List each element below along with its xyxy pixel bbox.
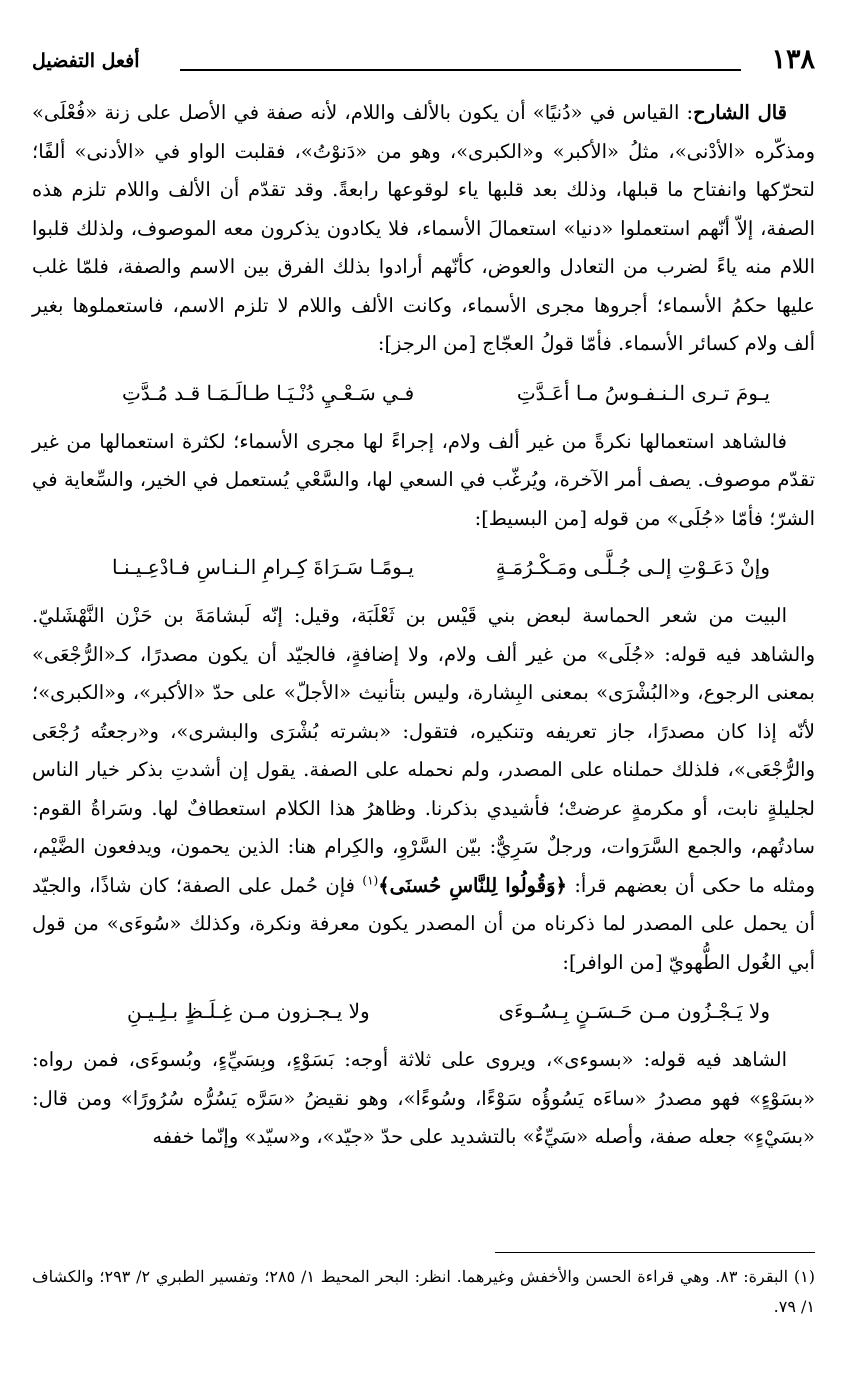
running-title: أفعل التفضيل bbox=[32, 50, 140, 72]
main-text bbox=[32, 94, 815, 1157]
commentator-label: قال الشارح bbox=[693, 101, 787, 124]
verse-3-first-hemistich: ولا يَـجْـزُون مـن حَـسَـنٍ بِـسُـوءَى bbox=[498, 999, 770, 1023]
verse-1-second-hemistich: فـي سَـعْـيِ دُنْـيَـا طـالَـمَـا قـد مُـدَّتِ bbox=[122, 380, 415, 405]
paragraph-2: فالشاهد استعمالها نكرةً من غير ألف ولام، إجراءً لها مجرى الأسماء؛ لكثرة استعمالها من غير تقدّم موصوف. يصف أمر الآخرة، ويُرغّب في السعي لها، والسَّعْي يُستعمل في الخير، والسِّعاية في الشرّ؛ فأمّا «جُلَى» من قوله [من البسيط]: bbox=[32, 429, 815, 530]
verse-hamasa bbox=[32, 538, 815, 597]
page-header bbox=[32, 44, 815, 84]
footnote-separator bbox=[495, 1252, 815, 1253]
paragraph-4: الشاهد فيه قوله: «بسوءى»، ويروى على ثلاثة أوجه: بَسَوْءٍ، وبِسَيِّءٍ، وبُسوءَى، فمن رواه: «بسَوْءٍ» فهو مصدرُ «ساءَه يَسُوؤُه سَوْءًا، وسُوءًا»، وهو نقيضُ «سَرَّه يَسُرُّه سُرُورًا» ومن قال: «بسَيْءٍ» جعله صفة، وأصله «سَيِّءٌ» بالتشديد على حدّ «جيّد»، و«سيّد» وإنّما خففه bbox=[32, 1048, 815, 1148]
paragraph-3-text-continued: فإن حُمل على الصفة؛ كان شاذًا، والجيّد أن يحمل على المصدر لما ذكرناه من أن المصدر يكون معرفة ونكرة، وكذلك «سُوءَى» من قول أبي الغُول الطُّهويّ [من الوافر]: bbox=[32, 873, 815, 974]
verse-2-first-hemistich: وإنْ دَعَـوْتِ إلـى جُـلَّـى ومَـكْـرُمَـةٍ bbox=[495, 555, 770, 579]
verse-2-second-hemistich: يـومًـا سَـرَاةَ كِـرامِ الـنـاسِ فـادْعِـيـنـا bbox=[112, 555, 414, 579]
verse-1-first-hemistich: يـومَ تـرى الـنـفـوسُ مـا أعَـدَّتِ bbox=[516, 380, 770, 405]
footnotes bbox=[32, 1262, 815, 1322]
footnote-reference[interactable]: (١) bbox=[362, 873, 379, 887]
page-number: ١٣٨ bbox=[771, 44, 815, 75]
paragraph-3-text: البيت من شعر الحماسة لبعض بني قَيْس بن ثَعْلَبَة، وقيل: إنّه لَبشامَةَ بن حَزْن النَّهْشَليّ. والشاهد فيه قوله: «جُلَى» من غير ألف ولام، ولا إضافةٍ، فالجيّد أن يكون مصدرًا، كـ«الرُّجْعَى» بمعنى الرجوع، و«البُشْرَى» بمعنى البِشارة، وليس بتأنيث «الأجلّ» على حدّ «الأكبر»، و«الكبرى»؛ لأنّه إذا كان مصدرًا، جاز تعريفه وتنكيره، فتقول: «بشرته بُشْرَى والبشرى»، و«رجعتُه رُجْعَى والرُّجْعَى»، فلذلك حملناه على المصدر، ولم نحمله على الصفة. يقول إن أشدتِ بذكر خيار الناس لجليلةٍ نابت، أو مكرمةٍ عرضتْ؛ فأشيدي بذكرنا. وظاهرُ هذا الكلام استعطافٌ لها. وسَراةُ القوم: سادتُهم، والجمع السَّرَوات، ورجلٌ سَرِيٌّ: بيّن السَّرْوِ، والكِرام هنا: الذين يحمون، ويدفعون الضَّيْم، ومثله ما حكى أن بعضهم قرأ: bbox=[32, 604, 816, 897]
quran-quote: ﴿وَقُولُوا لِلنَّاسِ حُسنَى﴾ bbox=[378, 873, 567, 897]
paragraph-1-text: : القياس في «دُنيًا» أن يكون بالألف واللام، لأنه صفة في الأصل على زنة «فُعْلَى» ومذكّره «الأدْنى»، مثلُ «الأكبر» و«الكبرى»، وهو من «دَنوْتُ»، فقلبت الواو في «الأدنى» ألفًا؛ لتحرّكها وانفتاح ما قبلها، وذلك بعد قلبها ياء لوقوعها رابعةً. وقد تقدّم أن الألف واللام تلزم هذه الصفة، إلاّ أنّهم استعملوا «دنيا» استعمالَ الأسماء، فلا يكادون يذكرون معه الموصوف، ولذلك قلبوا اللام منه ياءً لضرب من التعادل والعوض، كأنّهم أرادوا بذلك الفرق بين الاسم والصفة، فلمّا غلب عليها حكمُ الأسماء؛ أجروها مجرى الأسماء، وكانت الألف واللام لا تلزم الاسم، فاستعملوها بغير ألف ولام كسائر الأسماء. فأمّا قولُ العجّاج [من الرجز]: bbox=[32, 101, 815, 355]
paragraph-1 bbox=[32, 94, 815, 364]
header-rule bbox=[180, 69, 741, 71]
verse-3-second-hemistich: ولا يـجـزون مـن غِـلَـظٍ بـلِـيـنِ bbox=[127, 999, 370, 1023]
paragraph-3 bbox=[32, 597, 815, 982]
verse-ajjaj bbox=[32, 364, 815, 423]
verse-abu-al-ghul bbox=[32, 982, 815, 1041]
footnote-1: (١) البقرة: ٨٣. وهي قراءة الحسن والأخفش وغيرهما. انظر: البحر المحيط ١/ ٢٨٥؛ وتفسير الطبري ٢/ ٢٩٣؛ والكشاف ١/ ٧٩. bbox=[32, 1267, 816, 1316]
